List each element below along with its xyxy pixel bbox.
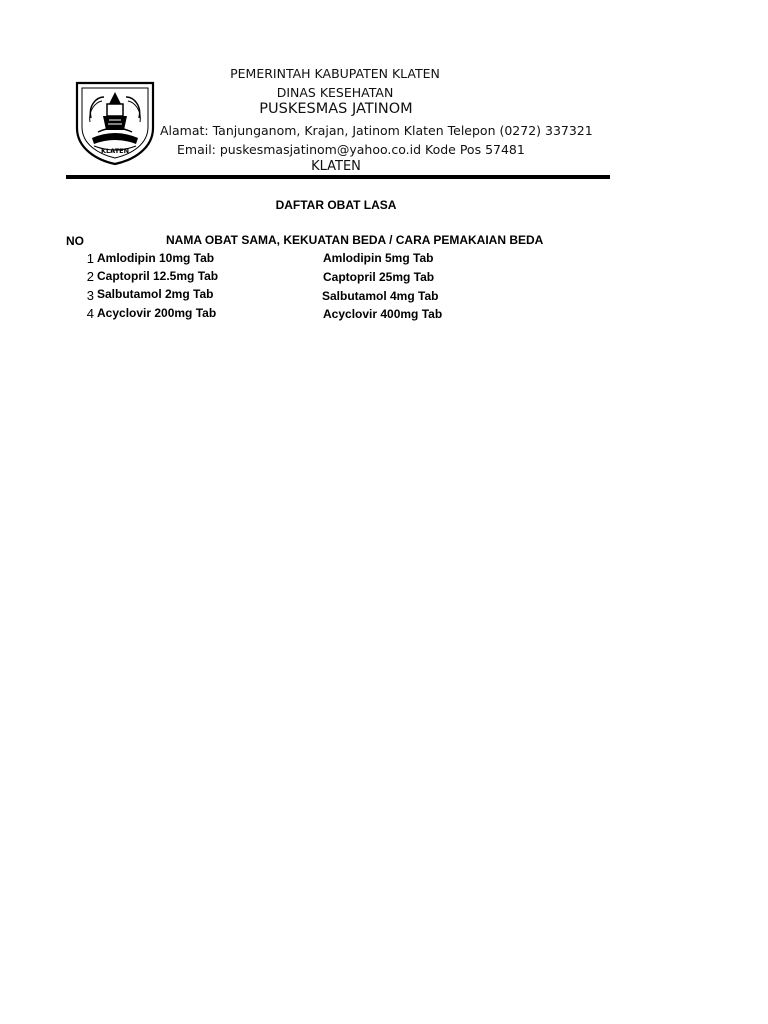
column-header-description: NAMA OBAT SAMA, KEKUATAN BEDA / CARA PEMAKAIAN BEDA xyxy=(166,233,544,247)
row-number: 2 xyxy=(86,269,94,284)
letterhead-divider xyxy=(66,175,610,179)
drug-name-a: Salbutamol 2mg Tab xyxy=(97,287,214,301)
department-name: DINAS KESEHATAN xyxy=(276,85,394,100)
row-number: 1 xyxy=(86,251,94,266)
drug-name-b: Captopril 25mg Tab xyxy=(323,270,435,284)
institution-email: Email: puskesmasjatinom@yahoo.co.id Kode Pos 57481 xyxy=(177,142,525,157)
institution-city: KLATEN xyxy=(311,159,361,174)
row-number: 3 xyxy=(86,288,94,303)
klaten-crest-icon xyxy=(74,80,156,166)
drug-name-a: Acyclovir 200mg Tab xyxy=(97,306,217,320)
drug-name-b: Salbutamol 4mg Tab xyxy=(322,289,439,303)
institution-name: PUSKESMAS JATINOM xyxy=(259,101,413,117)
drug-name-b: Acyclovir 400mg Tab xyxy=(323,307,443,321)
column-header-no: NO xyxy=(66,234,84,248)
government-name: PEMERINTAH KABUPATEN KLATEN xyxy=(230,66,440,81)
crest-label: KLATEN xyxy=(100,147,130,155)
drug-name-a: Amlodipin 10mg Tab xyxy=(97,251,215,265)
institution-address: Alamat: Tanjunganom, Krajan, Jatinom Klaten Telepon (0272) 337321 xyxy=(160,123,593,138)
document-title: DAFTAR OBAT LASA xyxy=(275,198,397,212)
drug-name-b: Amlodipin 5mg Tab xyxy=(323,251,434,265)
drug-name-a: Captopril 12.5mg Tab xyxy=(97,269,219,283)
row-number: 4 xyxy=(86,306,94,321)
